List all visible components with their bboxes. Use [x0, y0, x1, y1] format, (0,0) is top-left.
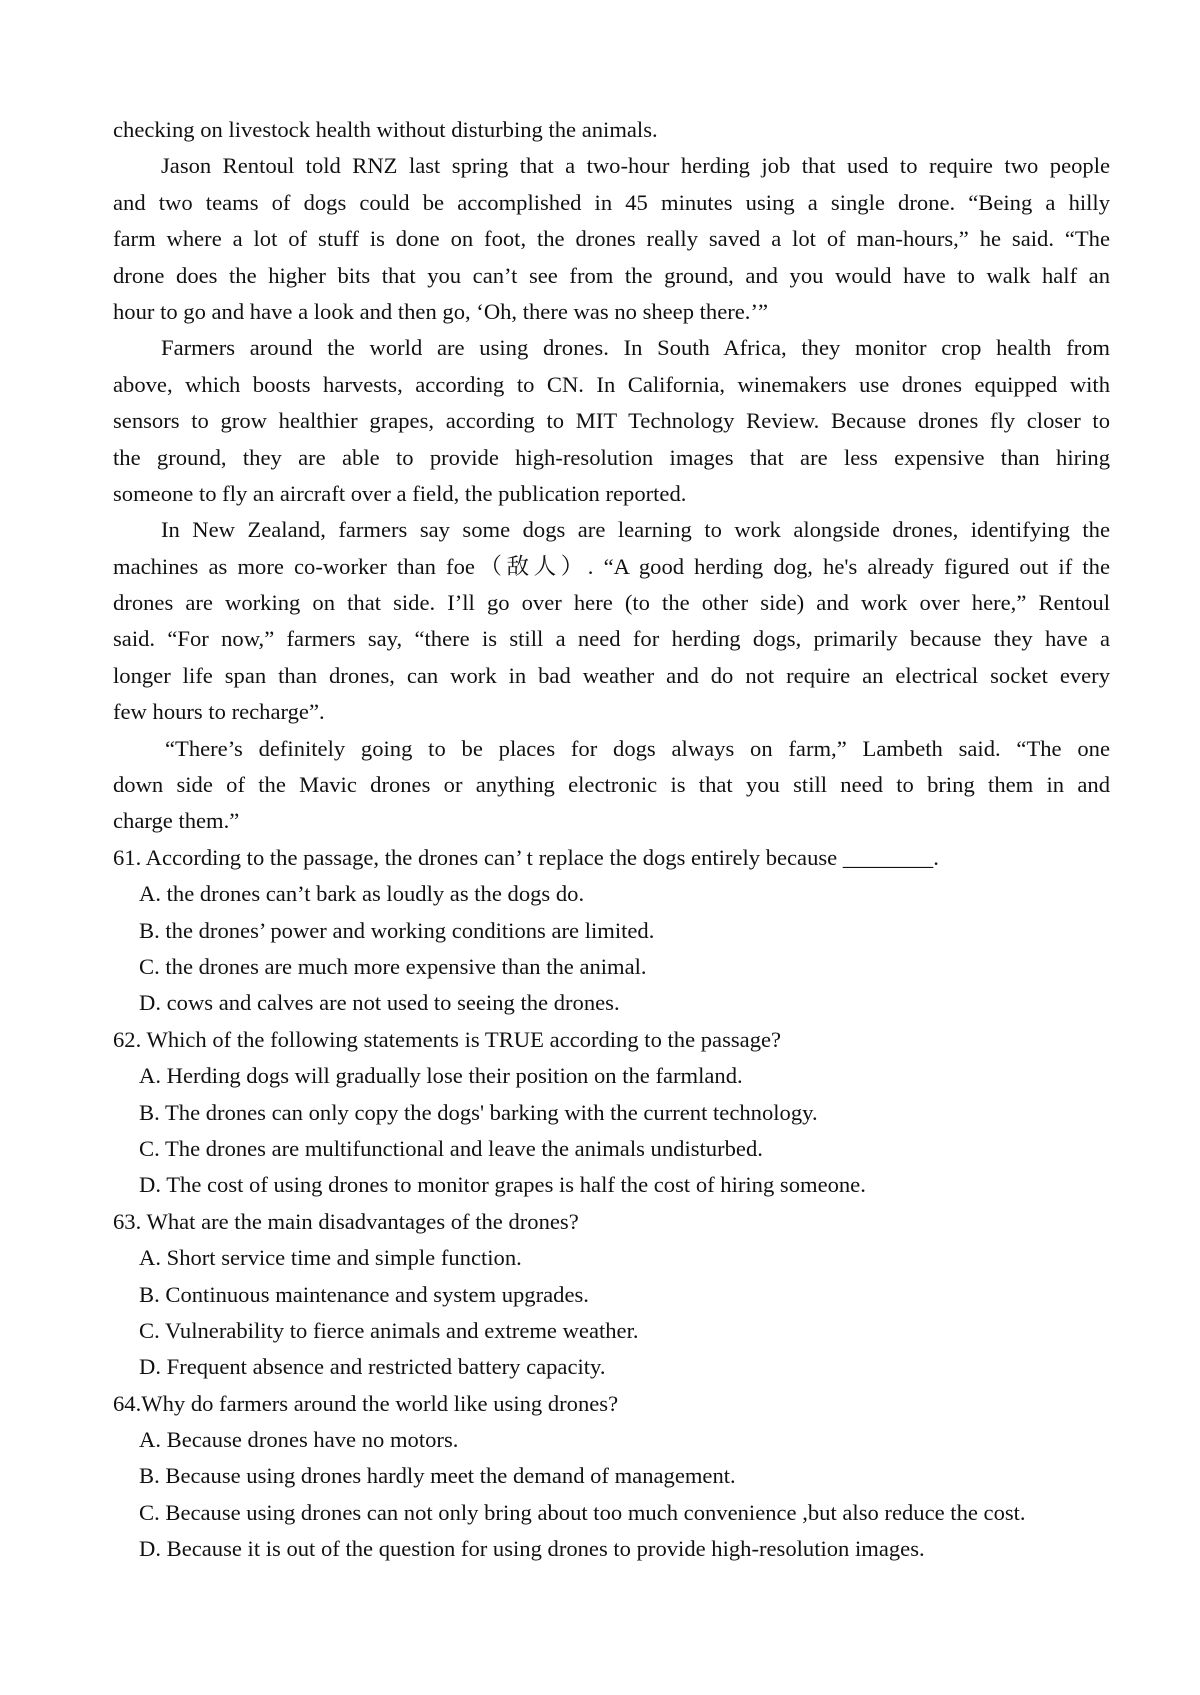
option-text: Because using drones hardly meet the demand of management.: [165, 1463, 736, 1489]
option-text: Frequent absence and restricted battery capacity.: [166, 1354, 606, 1380]
option-label: D.: [139, 990, 161, 1016]
question-number: 61.: [113, 844, 142, 870]
option-c: [113, 1495, 1110, 1531]
option-text: Because drones have no motors.: [166, 1427, 459, 1453]
option-text: the drones are much more expensive than the animal.: [165, 953, 647, 979]
option-label: B.: [139, 917, 160, 943]
question-text: What are the main disadvantages of the drones?: [146, 1208, 579, 1234]
option-label: C.: [139, 1499, 160, 1525]
option-label: C.: [139, 1135, 160, 1161]
document-page: [113, 112, 1110, 1568]
option-a: [113, 876, 1110, 912]
question-text: According to the passage, the drones can’ t replace the dogs entirely because ________.: [145, 844, 939, 870]
question-stem: [113, 840, 1110, 876]
option-text: the drones can’t bark as loudly as the dogs do.: [166, 881, 585, 907]
option-text: The drones can only copy the dogs' barking with the current technology.: [164, 1099, 818, 1125]
question-number: 64.: [113, 1390, 142, 1416]
option-label: D.: [139, 1172, 161, 1198]
option-text: Short service time and simple function.: [166, 1245, 522, 1271]
option-a: [113, 1422, 1110, 1458]
question-stem: [113, 1204, 1110, 1240]
option-label: C.: [139, 1317, 160, 1343]
question-stem: [113, 1022, 1110, 1058]
option-d: [113, 1349, 1110, 1385]
option-b: [113, 1277, 1110, 1313]
option-text: The cost of using drones to monitor grapes is half the cost of hiring someone.: [166, 1172, 866, 1198]
option-label: D.: [139, 1354, 161, 1380]
option-c: [113, 1313, 1110, 1349]
option-label: A.: [139, 1063, 161, 1089]
option-label: B.: [139, 1463, 160, 1489]
option-d: [113, 1531, 1110, 1567]
passage-line: “There’s definitely going to be places for dogs always on farm,” Lambeth said. “The one: [165, 735, 1110, 761]
option-text: Because using drones can not only bring about too much convenience ,but also reduce the cost.: [165, 1499, 1026, 1525]
option-text: the drones’ power and working conditions are limited.: [165, 917, 655, 943]
option-label: B.: [139, 1281, 160, 1307]
passage-line: and two teams of dogs could be accomplished in 45 minutes using a single drone. “Being a hilly: [113, 189, 1110, 215]
option-text: The drones are multifunctional and leave the animals undisturbed.: [164, 1135, 763, 1161]
passage-line: checking on livestock health without disturbing the animals.: [113, 117, 658, 142]
passage-line: charge them.”: [113, 808, 240, 834]
reading-passage: [113, 112, 1110, 840]
option-label: C.: [139, 953, 160, 979]
passage-line: sensors to grow healthier grapes, according to MIT Technology Review. Because drones fly closer to: [113, 408, 1110, 434]
passage-line: Farmers around the world are using drones. In South Africa, they monitor crop health from: [161, 335, 1110, 361]
passage-line: longer life span than drones, can work in bad weather and do not require an electrical socket every: [113, 662, 1110, 688]
option-b: [113, 1095, 1110, 1131]
passage-line: the ground, they are able to provide high-resolution images that are less expensive than hiring: [113, 444, 1110, 470]
option-text: cows and calves are not used to seeing the drones.: [166, 990, 620, 1016]
question-number: 63.: [113, 1208, 142, 1234]
option-label: A.: [139, 1427, 161, 1453]
question-number: 62.: [113, 1026, 142, 1052]
option-d: [113, 985, 1110, 1021]
option-a: [113, 1240, 1110, 1276]
option-label: D.: [139, 1536, 161, 1562]
option-text: Vulnerability to fierce animals and extreme weather.: [164, 1317, 639, 1343]
question-61: [113, 840, 1110, 1022]
option-b: [113, 1458, 1110, 1494]
question-text: Why do farmers around the world like using drones?: [141, 1390, 619, 1416]
option-b: [113, 913, 1110, 949]
option-a: [113, 1058, 1110, 1094]
passage-line: In New Zealand, farmers say some dogs are learning to work alongside drones, identifying the: [161, 517, 1110, 543]
question-63: [113, 1204, 1110, 1386]
option-c: [113, 949, 1110, 985]
question-64: [113, 1386, 1110, 1568]
option-text: Continuous maintenance and system upgrades.: [165, 1281, 589, 1307]
option-c: [113, 1131, 1110, 1167]
passage-line: someone to fly an aircraft over a field, the publication reported.: [113, 480, 687, 506]
option-label: B.: [139, 1099, 160, 1125]
question-stem: [113, 1386, 1110, 1422]
option-text: Herding dogs will gradually lose their position on the farmland.: [166, 1063, 743, 1089]
option-d: [113, 1167, 1110, 1203]
passage-line: drone does the higher bits that you can’t see from the ground, and you would have to walk half an: [113, 262, 1110, 288]
option-text: Because it is out of the question for using drones to provide high-resolution images.: [166, 1536, 925, 1562]
passage-line: farm where a lot of stuff is done on foot, the drones really saved a lot of man-hours,” he said. “The: [113, 226, 1110, 252]
question-text: Which of the following statements is TRUE according to the passage?: [146, 1026, 782, 1052]
passage-line: drones are working on that side. I’ll go over here (to the other side) and work over here,” Rentoul: [113, 590, 1110, 616]
passage-line: machines as more co-worker than foe（敌人）. “A good herding dog, he's already figured out if the: [113, 553, 1110, 579]
option-label: A.: [139, 1245, 161, 1271]
passage-line: above, which boosts harvests, according to CN. In California, winemakers use drones equipped with: [113, 371, 1110, 397]
passage-line: down side of the Mavic drones or anything electronic is that you still need to bring them in and: [113, 772, 1110, 798]
passage-line: few hours to recharge”.: [113, 699, 325, 725]
passage-line: said. “For now,” farmers say, “there is still a need for herding dogs, primarily because they have a: [113, 626, 1110, 652]
question-62: [113, 1022, 1110, 1204]
passage-line: hour to go and have a look and then go, ‘Oh, there was no sheep there.’”: [113, 298, 769, 324]
passage-line: Jason Rentoul told RNZ last spring that a two-hour herding job that used to require two people: [161, 153, 1110, 179]
option-label: A.: [139, 881, 161, 907]
